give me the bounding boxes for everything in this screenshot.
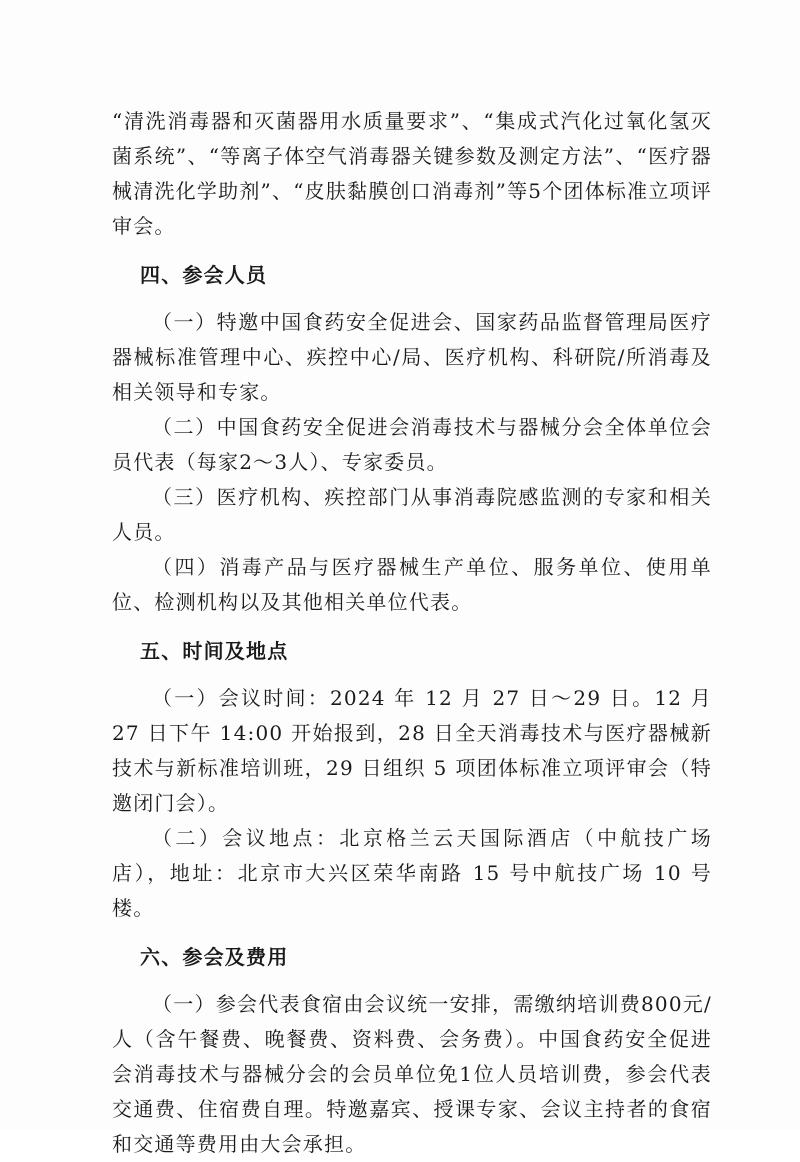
time-location-item-1: （一）会议时间：2024 年 12 月 27 日～29 日。12 月 27 日下午 14:00 开始报到，28 日全天消毒技术与医疗器械新技术与新标准培训班，29 日组织 5 项团体标准立项评审会（特邀闭门会）。: [112, 686, 712, 815]
section-heading-fees: 六、参会及费用: [140, 945, 289, 969]
document-body: [112, 104, 712, 1162]
section-heading-participants: 四、参会人员: [140, 263, 268, 287]
participants-item-3: （三）医疗机构、疾控部门从事消毒院感监测的专家和相关人员。: [112, 485, 712, 544]
fees-item-1: （一）参会代表食宿由会议统一安排，需缴纳培训费800元/人（含午餐费、晚餐费、资料费、会务费）。中国食药安全促进会消毒技术与器械分会的会员单位免1位人员培训费，参会代表交通费、住宿费自理。特邀嘉宾、授课专家、会议主持者的食宿和交通等费用由大会承担。: [112, 992, 712, 1156]
time-location-item-2: （二）会议地点：北京格兰云天国际酒店（中航技广场店），地址：北京市大兴区荣华南路 15 号中航技广场 10 号楼。: [112, 826, 712, 920]
intro-paragraph: “清洗消毒器和灭菌器用水质量要求”、“集成式汽化过氧化氢灭菌系统”、“等离子体空气消毒器关键参数及测定方法”、“医疗器械清洗化学助剂”、“皮肤黏膜创口消毒剂”等5个团体标准立项评审会。: [112, 109, 712, 238]
participants-item-4: （四）消毒产品与医疗器械生产单位、服务单位、使用单位、检测机构以及其他相关单位代表。: [112, 555, 712, 614]
participants-item-2: （二）中国食药安全促进会消毒技术与器械分会全体单位会员代表（每家2～3人）、专家委员。: [112, 415, 712, 474]
section-heading-time-location: 五、时间及地点: [140, 639, 289, 663]
participants-item-1: （一）特邀中国食药安全促进会、国家药品监督管理局医疗器械标准管理中心、疾控中心/局、医疗机构、科研院/所消毒及相关领导和专家。: [112, 310, 712, 404]
